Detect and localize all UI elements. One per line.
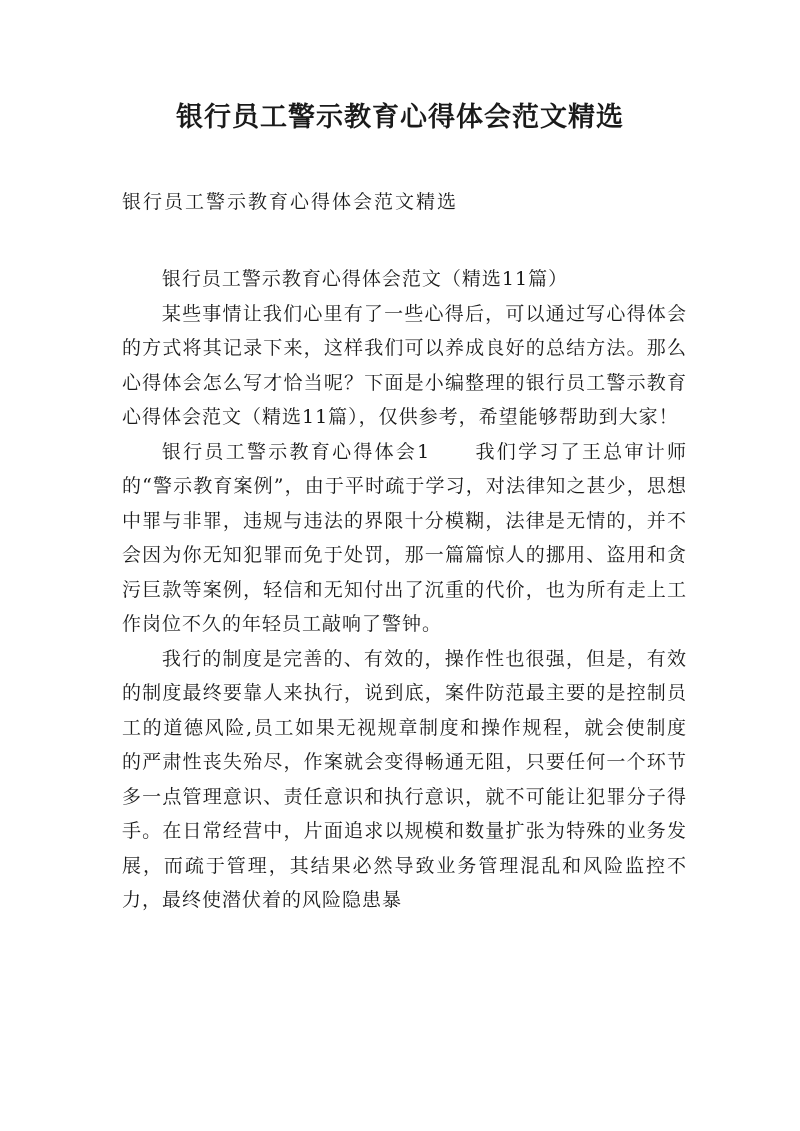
paragraph-section-1 <box>122 435 687 642</box>
section-heading-1: 银行员工警示教育心得体会1 <box>161 440 431 463</box>
paragraph-intro-heading: 银行员工警示教育心得体会范文（精选11篇） <box>161 268 569 290</box>
document-subtitle: 银行员工警示教育心得体会范文精选 <box>122 191 459 213</box>
document-body <box>122 262 687 918</box>
document-title: 银行员工警示教育心得体会范文精选 <box>176 102 624 133</box>
section-1-text: 我们学习了王总审计师的“警示教育案例”，由于平时疏于学习，对法律知之甚少，思想中罪与非罪，违规与违法的界限十分模糊，法律是无情的，并不会因为你无知犯罪而免于处罚，那一篇篇惊人的挪用、盗用和贪污巨款等案例，轻信和无知付出了沉重的代价，也为所有走上工作岗位不久的年轻员工敲响了警钟。 <box>122 440 687 635</box>
paragraph-intro: 某些事情让我们心里有了一些心得后，可以通过写心得体会的方式将其记录下来，这样我们可以养成良好的总结方法。那么心得体会怎么写才恰当呢？下面是小编整理的银行员工警示教育心得体会范文（精选11篇），仅供参考，希望能够帮助到大家！ <box>122 302 687 428</box>
paragraph-system: 我行的制度是完善的、有效的，操作性也很强，但是，有效的制度最终要靠人来执行，说到底，案件防范最主要的是控制员工的道德风险,员工如果无视规章制度和操作规程，就会使制度的严肃性丧失殆尽，作案就会变得畅通无阻，只要任何一个环节多一点管理意识、责任意识和执行意识，就不可能让犯罪分子得手。在日常经营中，片面追求以规模和数量扩张为特殊的业务发展，而疏于管理，其结果必然导致业务管理混乱和风险监控不力，最终使潜伏着的风险隐患暴 <box>122 647 687 911</box>
